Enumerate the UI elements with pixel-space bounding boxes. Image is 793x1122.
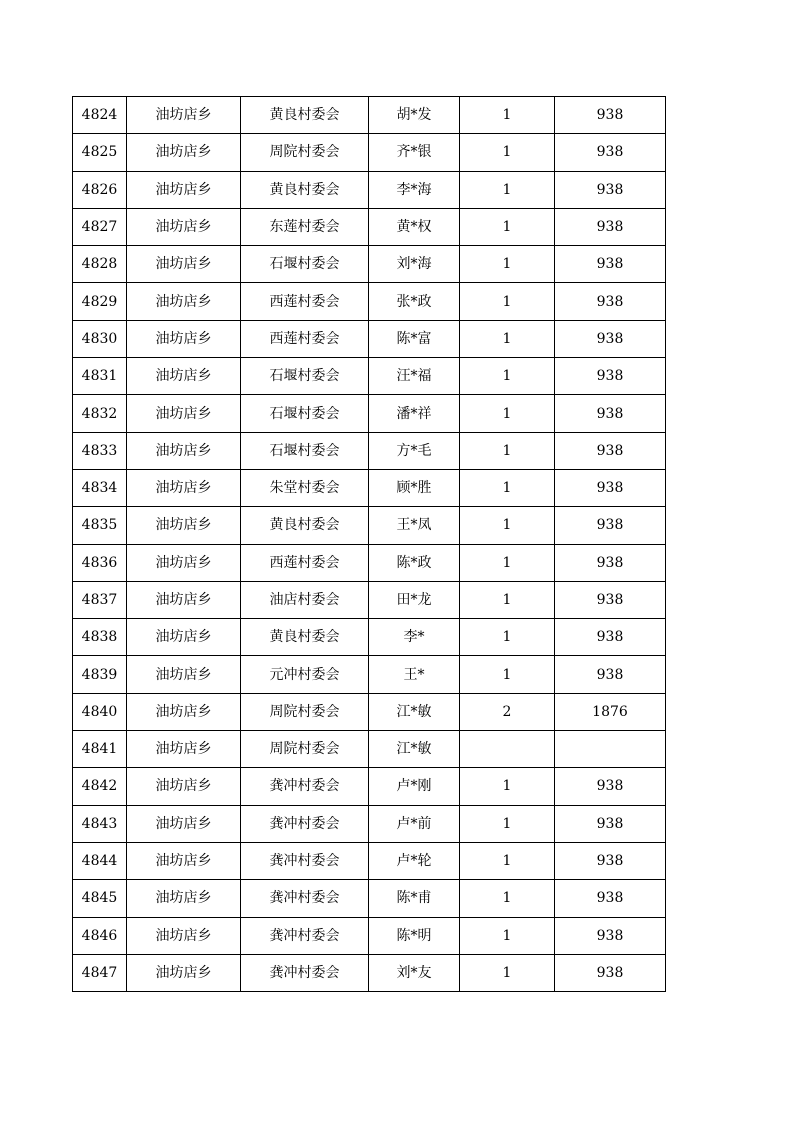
amount-cell: 1876: [555, 693, 666, 730]
table-row: [73, 208, 666, 245]
village-committee-cell: 龚冲村委会: [241, 917, 369, 954]
count-cell: 1: [460, 246, 555, 283]
count-cell: 1: [460, 768, 555, 805]
count-cell: 1: [460, 171, 555, 208]
table-row: [73, 544, 666, 581]
village-committee-cell: 周院村委会: [241, 693, 369, 730]
village-committee-cell: 黄良村委会: [241, 619, 369, 656]
table-row: [73, 581, 666, 618]
village-committee-cell: 黄良村委会: [241, 97, 369, 134]
township-cell: 油坊店乡: [127, 917, 241, 954]
count-cell: 1: [460, 656, 555, 693]
amount-cell: 938: [555, 469, 666, 506]
amount-cell: 938: [555, 805, 666, 842]
table-row: [73, 395, 666, 432]
village-committee-cell: 西莲村委会: [241, 283, 369, 320]
count-cell: 1: [460, 917, 555, 954]
township-cell: 油坊店乡: [127, 693, 241, 730]
village-committee-cell: 朱堂村委会: [241, 469, 369, 506]
person-name-cell: 陈*明: [369, 917, 460, 954]
amount-cell: 938: [555, 171, 666, 208]
row-number-cell: 4825: [73, 134, 127, 171]
row-number-cell: 4838: [73, 619, 127, 656]
township-cell: 油坊店乡: [127, 432, 241, 469]
table-row: [73, 954, 666, 991]
township-cell: 油坊店乡: [127, 283, 241, 320]
amount-cell: [555, 731, 666, 768]
person-name-cell: 方*毛: [369, 432, 460, 469]
row-number-cell: 4844: [73, 842, 127, 879]
township-cell: 油坊店乡: [127, 246, 241, 283]
table-row: [73, 171, 666, 208]
person-name-cell: 王*: [369, 656, 460, 693]
row-number-cell: 4835: [73, 507, 127, 544]
township-cell: 油坊店乡: [127, 842, 241, 879]
village-committee-cell: 周院村委会: [241, 731, 369, 768]
township-cell: 油坊店乡: [127, 731, 241, 768]
person-name-cell: 黄*权: [369, 208, 460, 245]
person-name-cell: 刘*友: [369, 954, 460, 991]
row-number-cell: 4836: [73, 544, 127, 581]
person-name-cell: 江*敏: [369, 731, 460, 768]
count-cell: 1: [460, 395, 555, 432]
township-cell: 油坊店乡: [127, 544, 241, 581]
amount-cell: 938: [555, 283, 666, 320]
township-cell: 油坊店乡: [127, 320, 241, 357]
township-cell: 油坊店乡: [127, 507, 241, 544]
township-cell: 油坊店乡: [127, 358, 241, 395]
amount-cell: 938: [555, 97, 666, 134]
township-cell: 油坊店乡: [127, 171, 241, 208]
count-cell: 1: [460, 880, 555, 917]
village-committee-cell: 西莲村委会: [241, 544, 369, 581]
township-cell: 油坊店乡: [127, 619, 241, 656]
person-name-cell: 卢*前: [369, 805, 460, 842]
table-row: [73, 693, 666, 730]
row-number-cell: 4842: [73, 768, 127, 805]
table-row: [73, 768, 666, 805]
township-cell: 油坊店乡: [127, 805, 241, 842]
row-number-cell: 4833: [73, 432, 127, 469]
amount-cell: 938: [555, 581, 666, 618]
village-committee-cell: 石堰村委会: [241, 358, 369, 395]
table-row: [73, 917, 666, 954]
count-cell: 1: [460, 954, 555, 991]
amount-cell: 938: [555, 954, 666, 991]
township-cell: 油坊店乡: [127, 768, 241, 805]
village-committee-cell: 石堰村委会: [241, 395, 369, 432]
village-committee-cell: 黄良村委会: [241, 171, 369, 208]
person-name-cell: 胡*发: [369, 97, 460, 134]
table-row: [73, 432, 666, 469]
table-row: [73, 246, 666, 283]
row-number-cell: 4839: [73, 656, 127, 693]
table-row: [73, 507, 666, 544]
township-cell: 油坊店乡: [127, 134, 241, 171]
township-cell: 油坊店乡: [127, 880, 241, 917]
table-row: [73, 805, 666, 842]
table-row: [73, 320, 666, 357]
amount-cell: 938: [555, 395, 666, 432]
row-number-cell: 4841: [73, 731, 127, 768]
person-name-cell: 卢*轮: [369, 842, 460, 879]
person-name-cell: 顾*胜: [369, 469, 460, 506]
amount-cell: 938: [555, 134, 666, 171]
row-number-cell: 4843: [73, 805, 127, 842]
village-committee-cell: 周院村委会: [241, 134, 369, 171]
village-committee-cell: 龚冲村委会: [241, 842, 369, 879]
person-name-cell: 张*政: [369, 283, 460, 320]
village-committee-cell: 龚冲村委会: [241, 880, 369, 917]
amount-cell: 938: [555, 880, 666, 917]
village-committee-cell: 黄良村委会: [241, 507, 369, 544]
table-row: [73, 97, 666, 134]
row-number-cell: 4845: [73, 880, 127, 917]
person-name-cell: 江*敏: [369, 693, 460, 730]
village-committee-cell: 石堰村委会: [241, 246, 369, 283]
village-committee-cell: 龚冲村委会: [241, 954, 369, 991]
person-name-cell: 卢*刚: [369, 768, 460, 805]
amount-cell: 938: [555, 768, 666, 805]
township-cell: 油坊店乡: [127, 395, 241, 432]
person-name-cell: 齐*银: [369, 134, 460, 171]
person-name-cell: 刘*海: [369, 246, 460, 283]
village-committee-cell: 龚冲村委会: [241, 768, 369, 805]
village-committee-cell: 石堰村委会: [241, 432, 369, 469]
table-row: [73, 469, 666, 506]
count-cell: [460, 731, 555, 768]
count-cell: 1: [460, 581, 555, 618]
table-row: [73, 656, 666, 693]
table-row: [73, 842, 666, 879]
count-cell: 2: [460, 693, 555, 730]
row-number-cell: 4828: [73, 246, 127, 283]
row-number-cell: 4832: [73, 395, 127, 432]
person-name-cell: 田*龙: [369, 581, 460, 618]
amount-cell: 938: [555, 432, 666, 469]
row-number-cell: 4826: [73, 171, 127, 208]
person-name-cell: 潘*祥: [369, 395, 460, 432]
row-number-cell: 4831: [73, 358, 127, 395]
row-number-cell: 4824: [73, 97, 127, 134]
amount-cell: 938: [555, 619, 666, 656]
row-number-cell: 4834: [73, 469, 127, 506]
village-committee-cell: 西莲村委会: [241, 320, 369, 357]
row-number-cell: 4829: [73, 283, 127, 320]
person-name-cell: 李*: [369, 619, 460, 656]
count-cell: 1: [460, 283, 555, 320]
row-number-cell: 4846: [73, 917, 127, 954]
row-number-cell: 4837: [73, 581, 127, 618]
township-cell: 油坊店乡: [127, 656, 241, 693]
amount-cell: 938: [555, 656, 666, 693]
township-cell: 油坊店乡: [127, 954, 241, 991]
person-name-cell: 陈*政: [369, 544, 460, 581]
count-cell: 1: [460, 358, 555, 395]
count-cell: 1: [460, 544, 555, 581]
table-row: [73, 619, 666, 656]
amount-cell: 938: [555, 507, 666, 544]
township-cell: 油坊店乡: [127, 581, 241, 618]
row-number-cell: 4847: [73, 954, 127, 991]
person-name-cell: 汪*福: [369, 358, 460, 395]
row-number-cell: 4840: [73, 693, 127, 730]
roster-table-body: [73, 97, 666, 992]
count-cell: 1: [460, 134, 555, 171]
row-number-cell: 4827: [73, 208, 127, 245]
village-committee-cell: 元冲村委会: [241, 656, 369, 693]
township-cell: 油坊店乡: [127, 97, 241, 134]
row-number-cell: 4830: [73, 320, 127, 357]
person-name-cell: 李*海: [369, 171, 460, 208]
township-cell: 油坊店乡: [127, 208, 241, 245]
count-cell: 1: [460, 507, 555, 544]
count-cell: 1: [460, 469, 555, 506]
amount-cell: 938: [555, 320, 666, 357]
amount-cell: 938: [555, 358, 666, 395]
count-cell: 1: [460, 432, 555, 469]
table-row: [73, 283, 666, 320]
person-name-cell: 王*凤: [369, 507, 460, 544]
amount-cell: 938: [555, 917, 666, 954]
count-cell: 1: [460, 320, 555, 357]
table-row: [73, 358, 666, 395]
table-row: [73, 731, 666, 768]
township-cell: 油坊店乡: [127, 469, 241, 506]
amount-cell: 938: [555, 208, 666, 245]
count-cell: 1: [460, 619, 555, 656]
amount-cell: 938: [555, 544, 666, 581]
amount-cell: 938: [555, 842, 666, 879]
person-name-cell: 陈*富: [369, 320, 460, 357]
count-cell: 1: [460, 805, 555, 842]
table-row: [73, 880, 666, 917]
roster-table: [72, 96, 666, 992]
village-committee-cell: 油店村委会: [241, 581, 369, 618]
table-row: [73, 134, 666, 171]
count-cell: 1: [460, 842, 555, 879]
count-cell: 1: [460, 208, 555, 245]
count-cell: 1: [460, 97, 555, 134]
amount-cell: 938: [555, 246, 666, 283]
village-committee-cell: 龚冲村委会: [241, 805, 369, 842]
person-name-cell: 陈*甫: [369, 880, 460, 917]
village-committee-cell: 东莲村委会: [241, 208, 369, 245]
